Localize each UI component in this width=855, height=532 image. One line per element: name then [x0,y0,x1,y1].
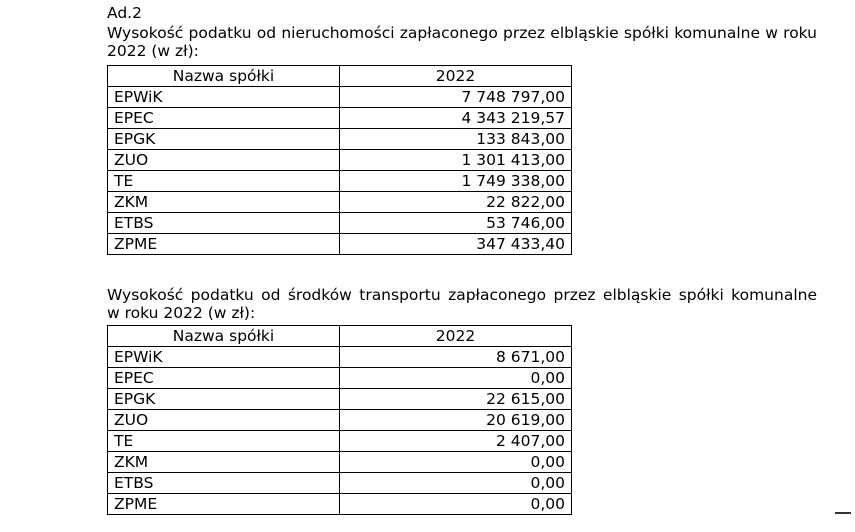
company-name: ZKM [108,452,340,473]
tax-value: 0,00 [340,473,572,494]
table-row [108,347,572,368]
company-name: TE [108,431,340,452]
company-name: EPWiK [108,87,340,108]
transport-tax-table [107,325,572,515]
table-row [108,129,572,150]
table-row [108,389,572,410]
table-header-row [108,326,572,347]
scan-edge-mark [835,512,851,514]
table-row [108,473,572,494]
column-header-company: Nazwa spółki [108,326,340,347]
company-name: EPWiK [108,347,340,368]
property-tax-table [107,65,572,255]
tax-value: 0,00 [340,494,572,515]
tax-value: 0,00 [340,368,572,389]
table-row [108,452,572,473]
section-heading: Ad.2 [107,4,142,22]
company-name: EPGK [108,389,340,410]
column-header-year: 2022 [340,326,572,347]
tax-value: 20 619,00 [340,410,572,431]
table-row [108,213,572,234]
table-row [108,87,572,108]
tax-value: 133 843,00 [340,129,572,150]
tax-value: 22 615,00 [340,389,572,410]
table-row [108,234,572,255]
column-header-year: 2022 [340,66,572,87]
tax-value: 8 671,00 [340,347,572,368]
tax-value: 1 749 338,00 [340,171,572,192]
company-name: EPEC [108,368,340,389]
table-row [108,192,572,213]
property-tax-title-line1: Wysokość podatku od nieruchomości zapłaconego przez elbląskie spółki komunalne w roku [107,24,817,42]
tax-value: 53 746,00 [340,213,572,234]
table-header-row [108,66,572,87]
tax-value: 7 748 797,00 [340,87,572,108]
tax-value: 347 433,40 [340,234,572,255]
tax-value: 4 343 219,57 [340,108,572,129]
tax-value: 22 822,00 [340,192,572,213]
company-name: ETBS [108,473,340,494]
company-name: ZPME [108,494,340,515]
column-header-company: Nazwa spółki [108,66,340,87]
company-name: ZUO [108,410,340,431]
company-name: ETBS [108,213,340,234]
tax-value: 0,00 [340,452,572,473]
company-name: EPGK [108,129,340,150]
company-name: ZKM [108,192,340,213]
company-name: ZUO [108,150,340,171]
company-name: ZPME [108,234,340,255]
transport-tax-title-line1: Wysokość podatku od środków transportu zapłaconego przez elbląskie spółki komunalne [107,286,817,304]
property-tax-title-line2: 2022 (w zł): [107,42,199,60]
table-row [108,431,572,452]
table-row [108,410,572,431]
table-row [108,494,572,515]
transport-tax-title-line2: w roku 2022 (w zł): [107,304,256,322]
company-name: TE [108,171,340,192]
table-row [108,171,572,192]
table-row [108,108,572,129]
company-name: EPEC [108,108,340,129]
tax-value: 2 407,00 [340,431,572,452]
table-row [108,368,572,389]
table-row [108,150,572,171]
tax-value: 1 301 413,00 [340,150,572,171]
